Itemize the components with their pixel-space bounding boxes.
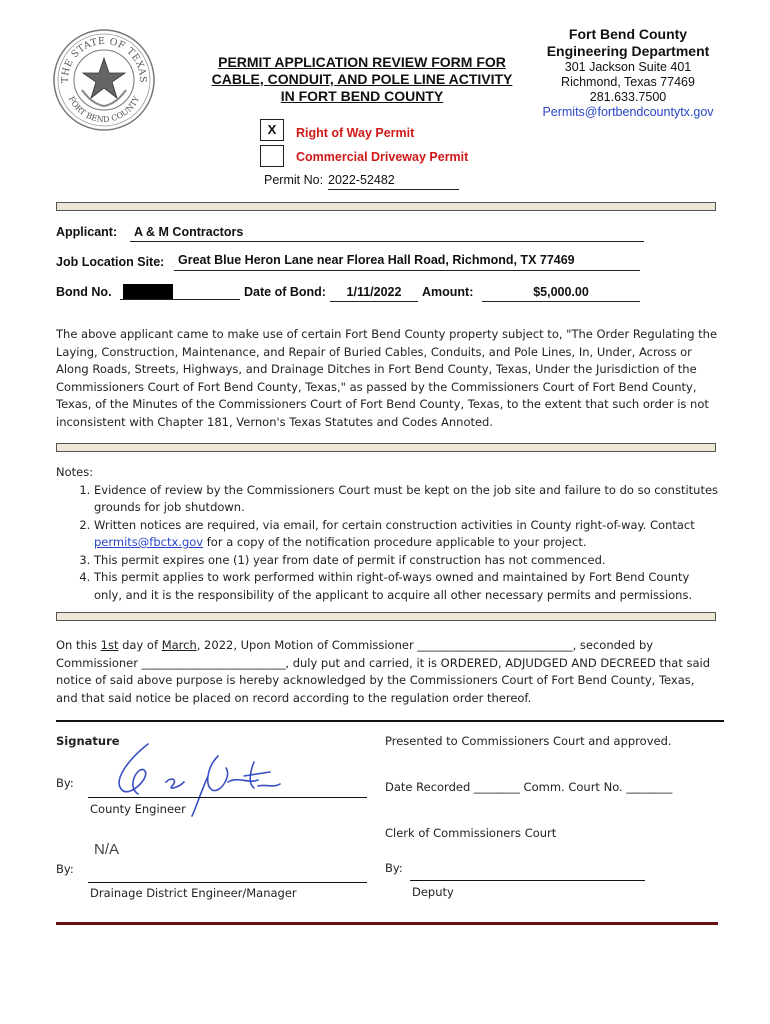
permit-no-label: Permit No: (264, 173, 324, 187)
right-of-way-checkbox[interactable]: X (260, 119, 284, 141)
section-divider-bar-3 (56, 612, 716, 621)
clerk-text: Clerk of Commissioners Court (385, 826, 557, 840)
footer-rule (56, 922, 718, 925)
county-department: Engineering Department (546, 43, 710, 59)
amount-value: $5,000.00 (482, 285, 640, 302)
by-label-1: By: (56, 776, 74, 790)
county-email-link[interactable]: Permits@fortbendcountytx.gov (542, 105, 714, 119)
notes-heading: Notes: (56, 465, 94, 479)
commercial-driveway-label: Commercial Driveway Permit (296, 150, 469, 164)
amount-label: Amount: (422, 285, 474, 299)
svg-text:THE STATE OF TEXAS: THE STATE OF TEXAS (59, 35, 149, 84)
permits-email-link[interactable]: permits@fbctx.gov (94, 535, 204, 549)
na-value: N/A (94, 841, 120, 858)
job-location-label: Job Location Site: (56, 255, 165, 269)
notes-section (56, 464, 718, 604)
bond-date-label: Date of Bond: (244, 285, 326, 299)
by-label-2: By: (56, 862, 74, 876)
county-seal-logo (52, 28, 156, 132)
svg-text:FORT BEND COUNTY: FORT BEND COUNTY (66, 94, 142, 125)
county-engineer-label: County Engineer (90, 802, 186, 816)
clerk-by-label: By: (385, 861, 403, 875)
presented-text: Presented to Commissioners Court and approved. (385, 734, 672, 748)
deputy-label: Deputy (412, 885, 454, 899)
clerk-signature-line (410, 880, 645, 881)
applicant-label: Applicant: (56, 225, 118, 239)
right-of-way-label: Right of Way Permit (296, 126, 415, 140)
form-title-line-3: IN FORT BEND COUNTY (280, 88, 444, 104)
signature-line-2 (88, 882, 367, 883)
form-title (190, 54, 534, 105)
signature-heading: Signature (56, 734, 120, 748)
note-2: 2. Written notices are required, via email, for certain construction activities in County right-of-way. Contact permits@fbctx.gov for a copy of the notification procedure applicable to your project. (94, 517, 718, 552)
county-address-1: 301 Jackson Suite 401 (564, 60, 692, 74)
signature-top-rule (56, 720, 724, 722)
form-title-line-1: PERMIT APPLICATION REVIEW FORM FOR (218, 54, 506, 70)
signature-line-1 (88, 797, 367, 798)
applicant-value: A & M Contractors (130, 225, 644, 242)
county-contact-block (530, 26, 726, 120)
date-recorded-text: Date Recorded ________ Comm. Court No. ________ (385, 780, 673, 794)
redacted-block (123, 284, 173, 299)
drainage-engineer-label: Drainage District Engineer/Manager (90, 886, 297, 900)
note-4: 4. This permit applies to work performed within right-of-ways owned and maintained by Fort Bend County only, and it is the responsibility of the applicant to acquire all other necessary permits and permissions. (94, 569, 718, 604)
county-phone: 281.633.7500 (589, 90, 667, 104)
order-paragraph: The above applicant came to make use of certain Fort Bend County property subject to, "The Order Regulating the Laying, Construction, Maintenance, and Repair of Buried Cables, Conduits, and Pole Lines, In, Under, Across or Along Roads, Streets, Highways, and Drainage Ditches in Fort Bend County, Texas, Under the Jurisdiction of the Commissioners Court of Fort Bend County, Texas," as passed by the Commissioners Court of Fort Bend County, Texas, of the Minutes of the Commissioners Court of Fort Bend County, Texas, to the extent that such order is not inconsistent with Chapter 181, Vernon's Texas Statutes and Codes Annoted. (56, 327, 718, 429)
section-divider-bar (56, 202, 716, 211)
county-address-2: Richmond, Texas 77469 (561, 75, 695, 89)
motion-month: March (161, 638, 197, 652)
bond-date-value: 1/11/2022 (330, 285, 418, 302)
note-1: 1. Evidence of review by the Commissioners Court must be kept on the job site and failure to do so constitutes grounds for job shutdown. (94, 482, 718, 517)
motion-day: 1st (100, 638, 119, 652)
job-location-value: Great Blue Heron Lane near Florea Hall Road, Richmond, TX 77469 (174, 253, 640, 271)
note-3: 3. This permit expires one (1) year from date of permit if construction has not commenced. (94, 552, 718, 570)
county-name: Fort Bend County (568, 26, 688, 42)
form-title-line-2: CABLE, CONDUIT, AND POLE LINE ACTIVITY (211, 71, 513, 87)
bond-no-label: Bond No. (56, 285, 112, 299)
motion-paragraph: On this 1st day of March, 2022, Upon Motion of Commissioner ___________________________, seconded by Commissioner _________________________, duly put and carried, it is ORDERED, ADJUDGED AND DECREED that said notice of said above purpose is hereby acknowledged by the Commissioners Court of Fort Bend County, Texas, and that said notice be placed on record according to the regulation order thereof. (56, 638, 711, 705)
commercial-driveway-checkbox[interactable] (260, 145, 284, 167)
permit-no-value: 2022-52482 (328, 173, 459, 190)
bond-no-field (120, 284, 240, 300)
section-divider-bar-2 (56, 443, 716, 452)
